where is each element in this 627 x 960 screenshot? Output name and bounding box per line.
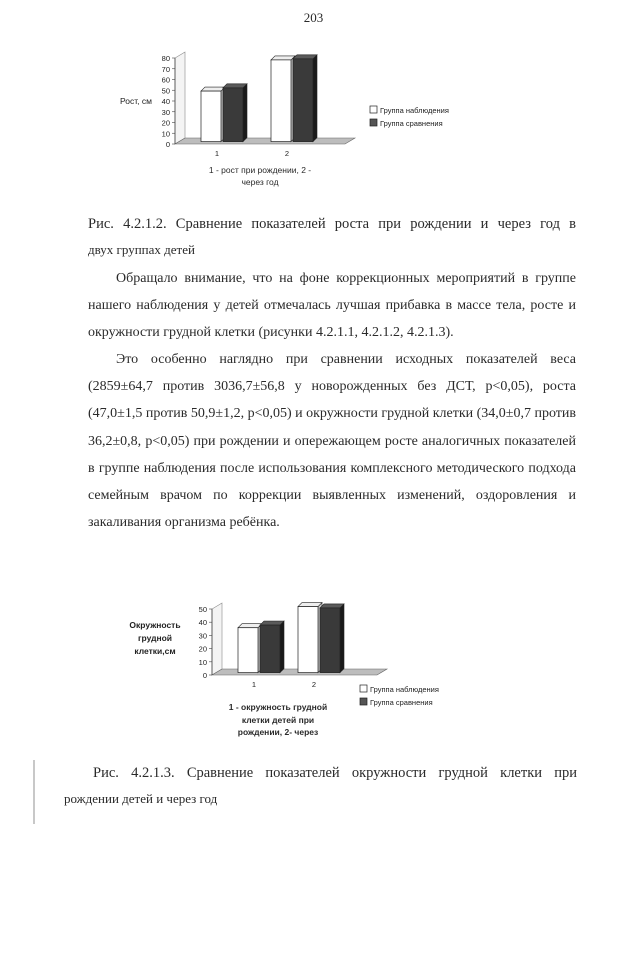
bar-top [320, 604, 344, 608]
x-axis-label-line: через год [241, 177, 279, 187]
legend-swatch [360, 698, 367, 705]
x-tick-label: 2 [284, 149, 290, 158]
chart-bars [201, 55, 317, 142]
y-tick-label: 40 [161, 97, 170, 106]
caption-line: Рис. 4.2.1.2. Сравнение показателей роста при рождении и через год в [88, 216, 576, 232]
bar-top [223, 84, 247, 88]
y-axis-label-line: грудной [137, 633, 173, 643]
caption-line: двух группах детей [88, 242, 195, 257]
y-axis-label-line: Окружность [129, 620, 181, 630]
scan-margin-mark [33, 760, 35, 824]
y-tick-label: 20 [198, 644, 207, 654]
x-axis-label [170, 164, 350, 188]
chart-bars [238, 603, 344, 673]
legend-swatch [370, 119, 377, 126]
legend-label: Группа наблюдения [370, 685, 439, 694]
y-axis-label-line: клетки,см [134, 646, 176, 656]
legend-label: Группа сравнения [370, 698, 433, 707]
y-tick-label: 70 [161, 64, 170, 74]
bar [238, 628, 258, 673]
bar-top [201, 87, 225, 91]
bar-top [260, 621, 284, 625]
chart-legend [360, 685, 439, 707]
bar [260, 625, 280, 673]
bar [201, 91, 221, 142]
bar [271, 60, 291, 142]
legend-swatch [360, 685, 367, 692]
x-axis-label-line: 1 - окружность грудной [228, 702, 328, 712]
legend-label: Группа наблюдения [380, 106, 449, 115]
x-tick-label: 1 [251, 680, 257, 689]
caption-line: Рис. 4.2.1.3. Сравнение показателей окружности грудной клетки при [93, 765, 577, 781]
bar-side [313, 55, 317, 142]
figure-caption-1 [88, 211, 576, 263]
bar-side [280, 621, 284, 673]
y-tick-label: 10 [198, 657, 207, 667]
figure-caption-2 [64, 760, 577, 812]
side-wall [212, 603, 222, 675]
legend-swatch [370, 106, 377, 113]
x-tick-label: 2 [311, 680, 317, 689]
bar-side [243, 84, 247, 142]
bar-top [298, 603, 322, 607]
y-tick-label: 20 [161, 118, 170, 128]
x-axis-label-line: 1 - рост при рождении, 2 - [208, 165, 312, 175]
chart-legend [370, 106, 449, 128]
page-number: 203 [303, 10, 324, 25]
y-axis-label: Рост, см [119, 96, 152, 106]
y-tick-label: 50 [161, 86, 170, 96]
caption-line: рождении детей и через год [64, 791, 218, 806]
bar [320, 608, 340, 673]
y-tick-label: 80 [161, 54, 170, 63]
y-tick-label: 30 [198, 631, 207, 641]
x-axis-label-line: рождении, 2- через [237, 727, 319, 737]
y-tick-label: 0 [202, 671, 207, 680]
y-tick-label: 0 [165, 140, 170, 149]
bar-top [238, 624, 262, 628]
y-tick-label: 50 [198, 605, 207, 614]
legend-label: Группа сравнения [380, 119, 443, 128]
x-tick-label: 1 [214, 149, 220, 158]
bar [223, 88, 243, 142]
chest-circumference-chart [120, 598, 520, 748]
height-chart [100, 52, 500, 192]
bar-side [340, 604, 344, 673]
y-tick-label: 40 [198, 618, 207, 628]
x-axis-label [218, 701, 338, 739]
side-wall [175, 52, 185, 144]
bar-top [271, 56, 295, 60]
y-tick-label: 60 [161, 75, 170, 85]
y-tick-label: 30 [161, 107, 170, 117]
bar [293, 59, 313, 142]
paragraph-2: Это особенно наглядно при сравнении исходных показателей веса (2859±64,7 против 3036,7±56,8 у новорожденных без ДСТ, р<0,05), роста (47,0±1,5 против 50,9±1,2, р<0,05) и окружности грудной клетки (34,0±0,7 против 36,2±0,8, р<0,05) при рождении и опережающем росте аналогичных показателей в группе наблюдения после использования комплексного методического подхода семейным врачом по коррекции выявленных изменений, оздоровления и закаливания организма ребёнка. [88, 352, 576, 531]
bar-top [293, 55, 317, 59]
bar [298, 607, 318, 673]
paragraph-1: Обращало внимание, что на фоне коррекционных мероприятий в группе нашего наблюдения у детей отмечалась лучшая прибавка в массе тела, росте и окружности грудной клетки (рисунки 4.2.1.1, 4.2.1.2, 4.2.1.3). [88, 271, 576, 341]
x-axis-label-line: клетки детей при [241, 714, 315, 725]
y-tick-label: 10 [161, 129, 170, 139]
